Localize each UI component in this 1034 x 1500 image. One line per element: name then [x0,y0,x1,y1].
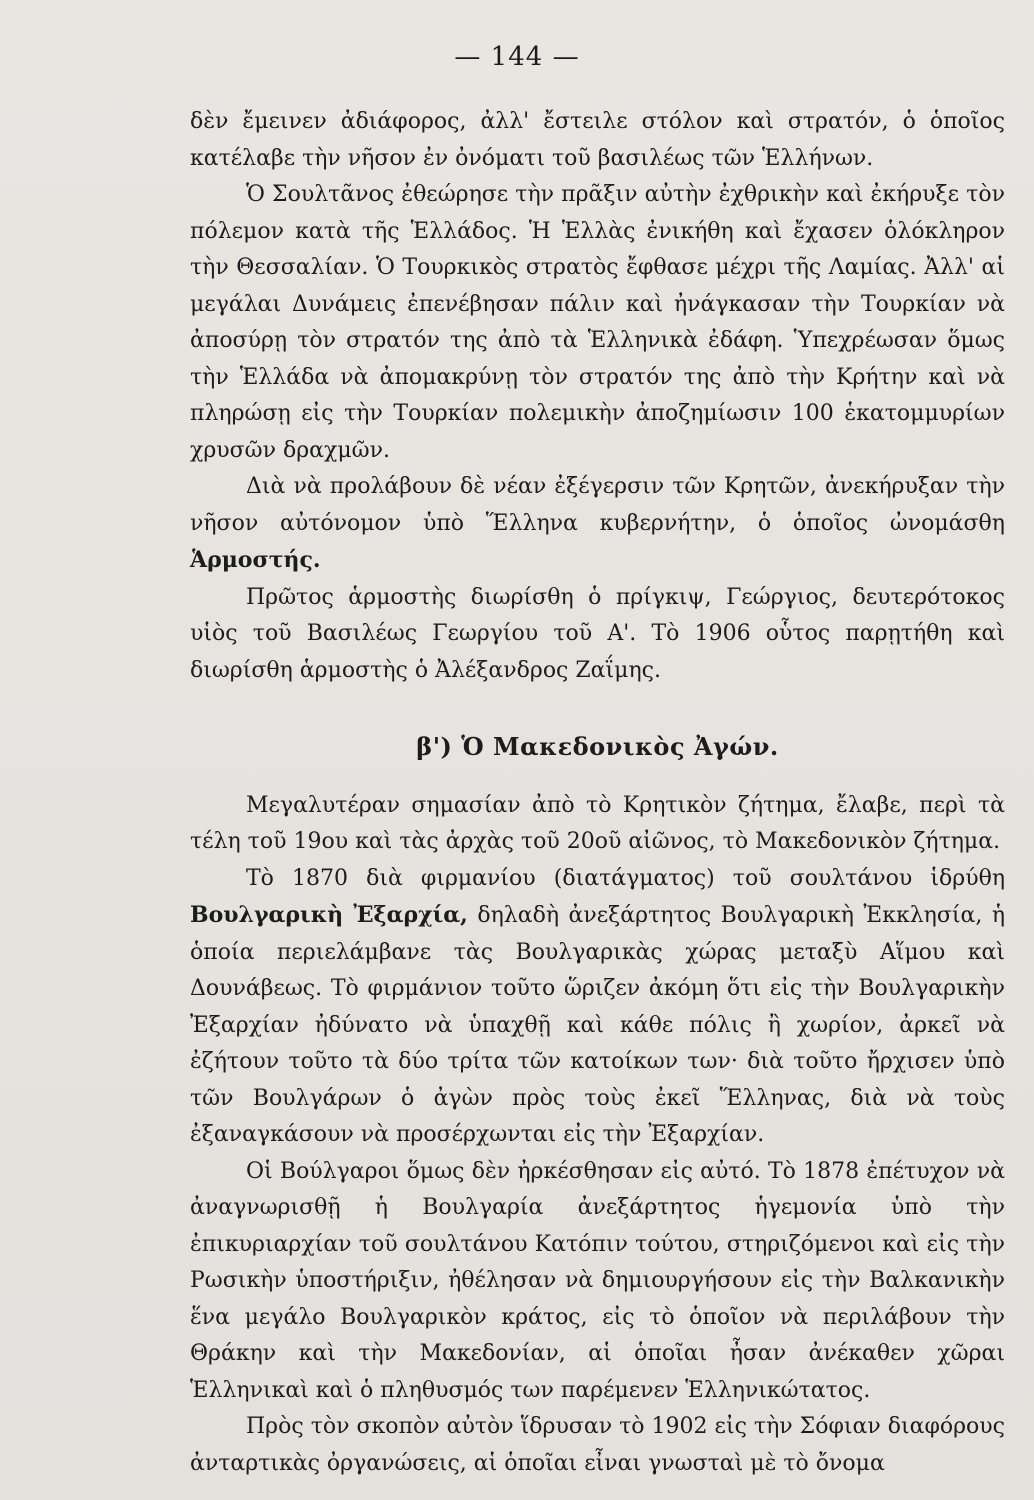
paragraph: Οἱ Βούλγαροι ὅμως δὲν ἠρκέσθησαν εἰς αὐτό. Τὸ 1878 ἐπέτυχον νὰ ἀναγνωρισθῇ ἡ Βουλγαρία ἀνεξάρτητος ἡγεμονία ὑπὸ τὴν ἐπικυριαρχίαν τοῦ σουλτάνου Κατόπιν τούτου, στηριζόμενοι καὶ εἰς τὴν Ρωσικὴν ὑποστήριξιν, ἠθέλησαν νὰ δημιουργήσουν εἰς τὴν Βαλκανικὴν ἕνα μεγάλο Βουλγαρικὸν κράτος, εἰς τὸ ὁποῖον νὰ περιλάβουν τὴν Θράκην καὶ τὴν Μακεδονίαν, αἱ ὁποῖαι ἦσαν ἀνέκαθεν χῶραι Ἑλληνικαὶ καὶ ὁ πληθυσμός των παρέμενεν Ἑλληνικώτατος. [190,1158,1005,1403]
paragraph-text: Διὰ νὰ προλάβουν δὲ νέαν ἐξέγερσιν τῶν Κρητῶν, ἀνεκήρυξαν τὴν νῆσον αὐτόνομον ὑπὸ Ἕλληνα κυβερνήτην, ὁ ὁποῖος ὠνομάσθη [190,474,1005,536]
paragraph: Πρὸς τὸν σκοπὸν αὐτὸν ἵδρυσαν τὸ 1902 εἰς τὴν Σόφιαν διαφόρους ἀνταρτικὰς ὀργανώσεις, αἱ ὁποῖαι εἶναι γνωσταὶ μὲ τὸ ὄνομα [190,1414,1005,1476]
body-text [190,104,1005,1482]
page-number: — 144 — [454,42,580,72]
paragraph: Ὁ Σουλτᾶνος ἐθεώρησε τὴν πρᾶξιν αὐτὴν ἐχθρικὴν καὶ ἐκήρυξε τὸν πόλεμον κατὰ τῆς Ἑλλάδος. Ἡ Ἑλλὰς ἐνικήθη καὶ ἔχασεν ὁλόκληρον τὴν Θεσσαλίαν. Ὁ Τουρκικὸς στρατὸς ἔφθασε μέχρι τῆς Λαμίας. Ἀλλ' αἱ μεγάλαι Δυνάμεις ἐπενέβησαν πάλιν καὶ ἠνάγκασαν τὴν Τουρκίαν νὰ ἀποσύρῃ τὸν στρατόν της ἀπὸ τὰ Ἑλληνικὰ ἐδάφη. Ὑπεχρέωσαν ὅμως τὴν Ἑλλάδα νὰ ἀπομακρύνῃ τὸν στρατόν της ἀπὸ τὴν Κρήτην καὶ νὰ πληρώσῃ εἰς τὴν Τουρκίαν πολεμικὴν ἀποζημίωσιν 100 ἑκατομμυρίων χρυσῶν δραχμῶν. [190,182,1005,463]
paragraph [190,469,1005,580]
paragraph: Μεγαλυτέραν σημασίαν ἀπὸ τὸ Κρητικὸν ζήτημα, ἔλαβε, περὶ τὰ τέλη τοῦ 19ου καὶ τὰς ἀρχὰς τοῦ 20οῦ αἰῶνος, τὸ Μακεδονικὸν ζήτημα. [190,792,1005,854]
bold-term-exarchate: Βουλγαρικὴ Ἐξαρχία, [190,902,468,928]
paragraph: δὲν ἔμεινεν ἀδιάφορος, ἀλλ' ἔστειλε στόλον καὶ στρατόν, ὁ ὁποῖος κατέλαβε τὴν νῆσον ἐν ὀνόματι τοῦ βασιλέως τῶν Ἑλλήνων. [190,109,1005,171]
bold-term-harmost: Ἁρμοστής. [190,547,321,573]
paragraph-text: δηλαδὴ ἀνεξάρτητος Βουλγαρικὴ Ἐκκλησία, ἡ ὁποία περιελάμβανε τὰς Βουλγαρικὰς χώρας μεταξὺ Αἵμου καὶ Δουνάβεως. Τὸ φιρμάνιον τοῦτο ὥριζεν ἀκόμη ὅτι εἰς τὴν Βουλγαρικὴν Ἐξαρχίαν ἠδύνατο νὰ ὑπαχθῇ καὶ κάθε πόλις ἢ χωρίον, ἀρκεῖ νὰ ἐζήτουν τοῦτο τὰ δύο τρίτα τῶν κατοίκων των· διὰ τοῦτο ἤρχισεν ὑπὸ τῶν Βουλγάρων ὁ ἀγὼν πρὸς τοὺς ἐκεῖ Ἕλληνας, διὰ νὰ τοὺς ἐξαναγκάσουν νὰ προσέρχωνται εἰς τὴν Ἐξαρχίαν. [190,903,1006,1147]
paragraph: Πρῶτος ἁρμοστὴς διωρίσθη ὁ πρίγκιψ, Γεώργιος, δευτερότοκος υἱὸς τοῦ Βασιλέως Γεωργίου τοῦ Α'. Τὸ 1906 οὗτος παρῃτήθη καὶ διωρίσθη ἁρμοστὴς ὁ Ἀλέξανδρος Ζαΐμης. [190,584,1005,683]
section-heading: β') Ὁ Μακεδονικὸς Ἀγών. [416,732,779,761]
paragraph [190,861,1005,1154]
paragraph-text: Τὸ 1870 διὰ φιρμανίου (διατάγματος) τοῦ σουλτάνου ἱδρύθη [246,865,1005,891]
